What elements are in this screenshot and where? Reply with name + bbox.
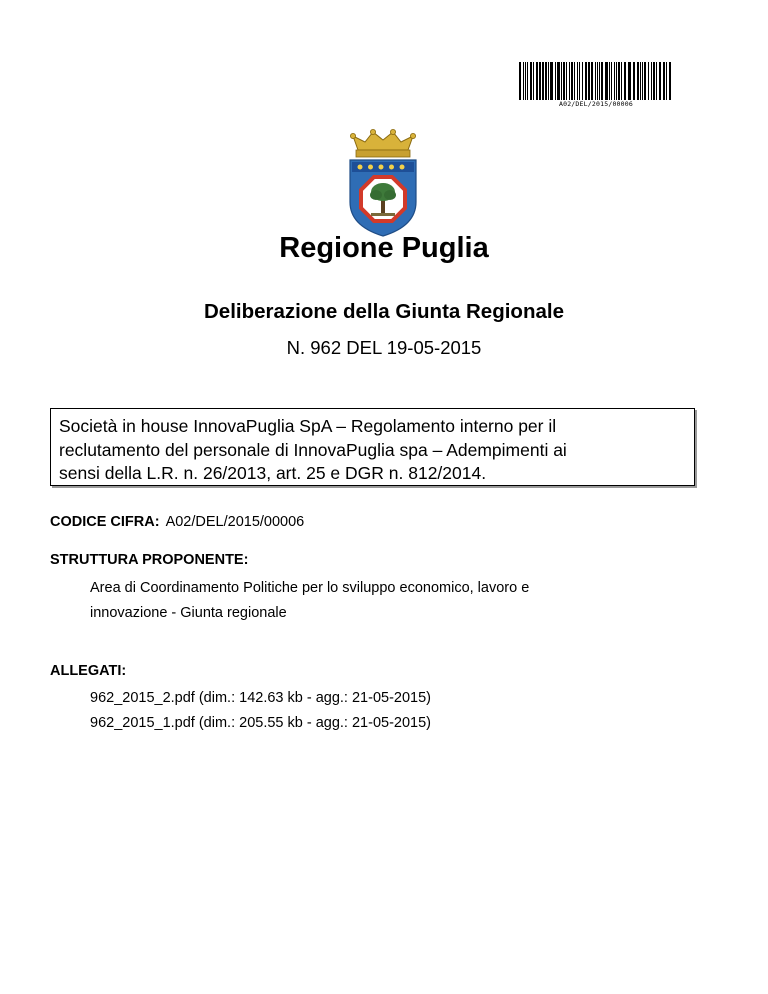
region-title: Regione Puglia: [279, 232, 489, 264]
subject-line: sensi della L.R. n. 26/2013, art. 25 e DGR n. 812/2014.: [59, 463, 487, 483]
document-type: Deliberazione della Giunta Regionale: [204, 300, 564, 323]
subject-box: [50, 408, 695, 486]
struttura-label: STRUTTURA PROPONENTE:: [50, 552, 249, 568]
struttura-text: [90, 576, 670, 626]
codice-cifra-label: CODICE CIFRA:: [50, 514, 160, 530]
allegati-list: [90, 686, 431, 735]
allegati-label: ALLEGATI:: [50, 663, 127, 679]
subject-line: reclutamento del personale di InnovaPuglia spa – Adempimenti ai: [59, 439, 567, 460]
codice-cifra: [50, 514, 304, 530]
barcode-text: A02/DEL/2015/00006: [558, 100, 634, 108]
codice-cifra-value: A02/DEL/2015/00006: [165, 514, 305, 530]
attachment-link[interactable]: 962_2015_1.pdf (dim.: 205.55 kb - agg.: 21-05-2015): [90, 714, 431, 731]
barcode-bars: [519, 62, 673, 100]
coat-of-arms-icon: [345, 128, 421, 238]
struttura-line: Area di Coordinamento Politiche per lo sviluppo economico, lavoro e: [90, 580, 530, 596]
struttura-line: innovazione - Giunta regionale: [90, 605, 287, 621]
barcode: [519, 62, 673, 108]
subject-line: Società in house InnovaPuglia SpA – Regolamento interno per il: [59, 416, 557, 436]
deliberation-number: N. 962 DEL 19-05-2015: [286, 337, 482, 358]
attachment-link[interactable]: 962_2015_2.pdf (dim.: 142.63 kb - agg.: 21-05-2015): [90, 690, 431, 706]
